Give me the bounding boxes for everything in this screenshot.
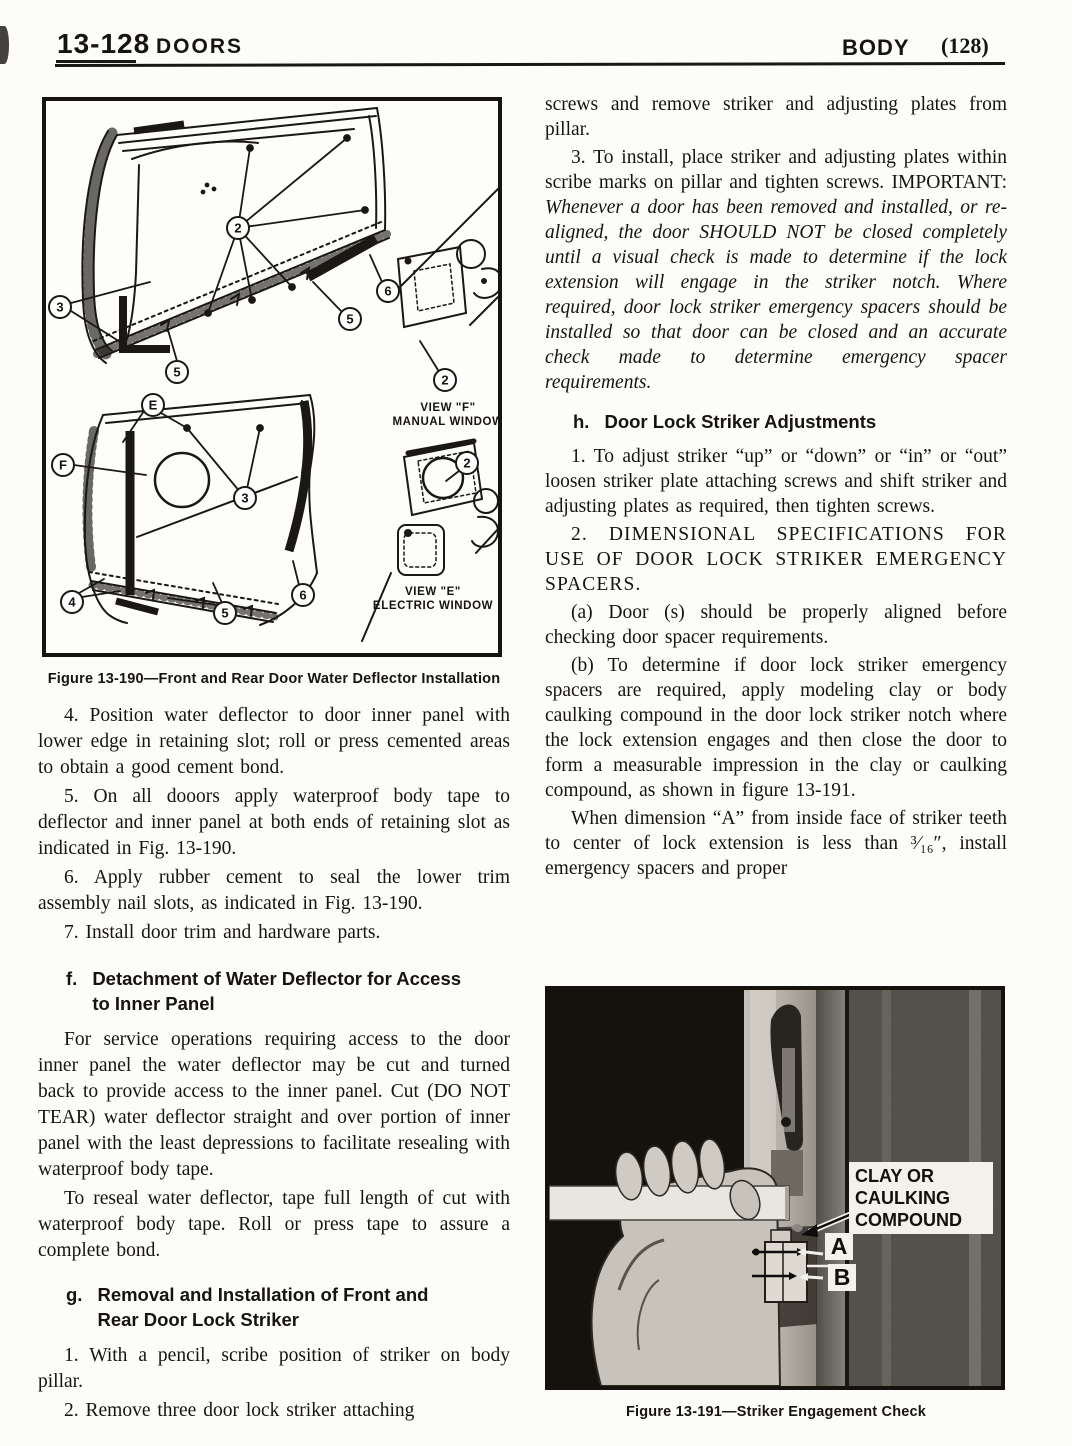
svg-text:F: F [59,457,67,473]
callout-6-lower [292,584,314,606]
view-f-sublabel: MANUAL WINDOW [392,416,498,428]
step-g2: 2. Remove three door lock striker attaching [64,1400,415,1421]
svg-text:4: 4 [68,594,76,610]
section-h-heading [573,409,1007,434]
step-3-normal-text: 3. To install, place striker and adjusting plates within scribe marks on pillar and tighten screws. IMPORTANT: [545,147,1007,193]
step-3-italic-text: Whenever a door has been removed and installed, or re-aligned, the door SHOULD NOT be closed completely until a visual check is made to determine if the lock extension will engage in the striker notch. Where required, door lock striker emergency spacers should be installed so that door can be closed and an accurate check made to determine emergency spacer requirements. [545,197,1007,393]
clay-caulking-label [849,1162,993,1234]
step-g1: 1. With a pencil, scribe position of striker on body pillar. [38,1345,510,1392]
right-column [545,92,1007,1420]
figure-13-191-caption: Figure 13-191—Striker Engagement Check [625,1404,927,1420]
view-e-label: VIEW "E" [405,586,461,598]
callout-3-upper [49,296,71,318]
view-f-detail [390,189,498,327]
step-6: 6. Apply rubber cement to seal the lower trim assembly nail slots, as indicated in Fig. 13-190. [38,867,510,914]
svg-text:2: 2 [441,372,449,388]
view-e-sublabel: ELECTRIC WINDOW [372,600,494,612]
callout-2-upper [227,217,249,239]
section-f-heading [66,966,510,1016]
striker-check-photo [545,986,1005,1390]
left-column [38,97,510,1427]
step-4: 4. Position water deflector to door inner panel with lower edge in retaining slot; roll or press cemented areas to obtain a good cement bond. [38,705,510,778]
svg-text:5: 5 [173,364,181,380]
svg-text:2: 2 [463,455,471,471]
clay-label-line2: CAULKING [855,1188,950,1208]
page-left-title: DOORS [156,35,244,58]
paragraph-continuation: screws and remove striker and adjusting plates from pillar. [545,94,1007,140]
callout-2-view-f [434,369,456,391]
svg-text:5: 5 [346,311,354,327]
figure-13-190-caption: Figure 13-190—Front and Rear Door Water Deflector Installation [47,671,501,687]
paragraph-when-dimension: When dimension “A” from inside face of striker teeth to center of lock extension is less than ³⁄₁₆″, install emergency spacers and proper [545,808,1007,879]
water-deflector-diagram [46,101,498,653]
lower-door-tape-strips [116,401,308,612]
page-section-number: 13-128 [57,28,151,59]
paragraph-f1: For service operations requiring access to the door inner panel the water deflector may be cut and turned back to provide access to the inner panel. Cut (DO NOT TEAR) water deflector straight and over portion of inner panel with the least depressions to facilitate resealing with waterproof body tape. [38,1029,510,1180]
paragraph-a: (a) Door (s) should be properly aligned before checking door spacer requirements. [545,602,1007,648]
svg-text:E: E [148,397,158,413]
callout-f-lower [52,454,74,476]
section-g-heading [66,1282,510,1332]
svg-text:2: 2 [234,220,242,236]
section-g-letter: g. [66,1284,83,1305]
view-f-label: VIEW "F" [420,402,476,414]
page-number: (128) [941,33,989,58]
callout-5-lower [214,602,236,624]
step-h1: 1. To adjust striker “up” or “down” or “in” or “out” loosen striker plate attaching screws and shift striker and adjusting plates as required, then tighten screws. [545,446,1007,517]
step-5: 5. On all dooors apply waterproof body tape to deflector and inner panel at both ends of retaining slot as indicated in Fig. 13-190. [38,786,510,859]
section-g-title: Removal and Installation of Front and Rear Door Lock Striker [97,1284,429,1330]
figure-13-190 [42,97,502,657]
scan-artifact [0,26,9,64]
step-h2: 2. DIMENSIONAL SPECIFICATIONS FOR USE OF DOOR LOCK STRIKER EMERGENCY SPACERS. [545,524,1007,595]
svg-text:6: 6 [299,587,307,603]
callout-5-upper-left [166,361,188,383]
svg-text:3: 3 [241,490,249,506]
step-7: 7. Install door trim and hardware parts. [64,922,381,943]
section-h-title: Door Lock Striker Adjustments [604,411,877,432]
paragraph-b: (b) To determine if door lock striker emergency spacers are required, apply modeling clay or body caulking compound in the door lock striker notch where the lock extension engages and then close the door to form a measurable impression in the clay or caulking compound, as shown in figure 13-191. [545,655,1007,801]
section-f-title: Detachment of Water Deflector for Access to Inner Panel [92,968,462,1014]
callout-3-lower [234,487,256,509]
callout-4-lower [61,591,83,613]
callout-2-view-e [456,452,478,474]
header-rule [55,62,1005,67]
svg-text:5: 5 [221,605,229,621]
section-f-letter: f. [66,968,78,989]
step-3 [545,145,1007,395]
callout-e-lower [142,394,164,416]
clay-label-line3: COMPOUND [855,1210,962,1230]
page-right-title: BODY [842,35,910,60]
section-h-letter: h. [573,411,590,432]
clay-label-line1: CLAY OR [855,1166,935,1186]
figure-13-191 [545,986,1007,1420]
paragraph-f2: To reseal water deflector, tape full length of cut with waterproof body tape. Roll or press tape to assure a complete bond. [38,1188,510,1261]
dimension-b-marker: B [828,1264,856,1291]
svg-text:6: 6 [384,283,392,299]
section-number-underline [56,60,136,63]
svg-text:3: 3 [56,299,64,315]
callout-6-upper [377,280,399,302]
upper-door-tape-strips [123,124,376,349]
dimension-a-marker: A [825,1233,853,1260]
callout-5-upper-right [339,308,361,330]
